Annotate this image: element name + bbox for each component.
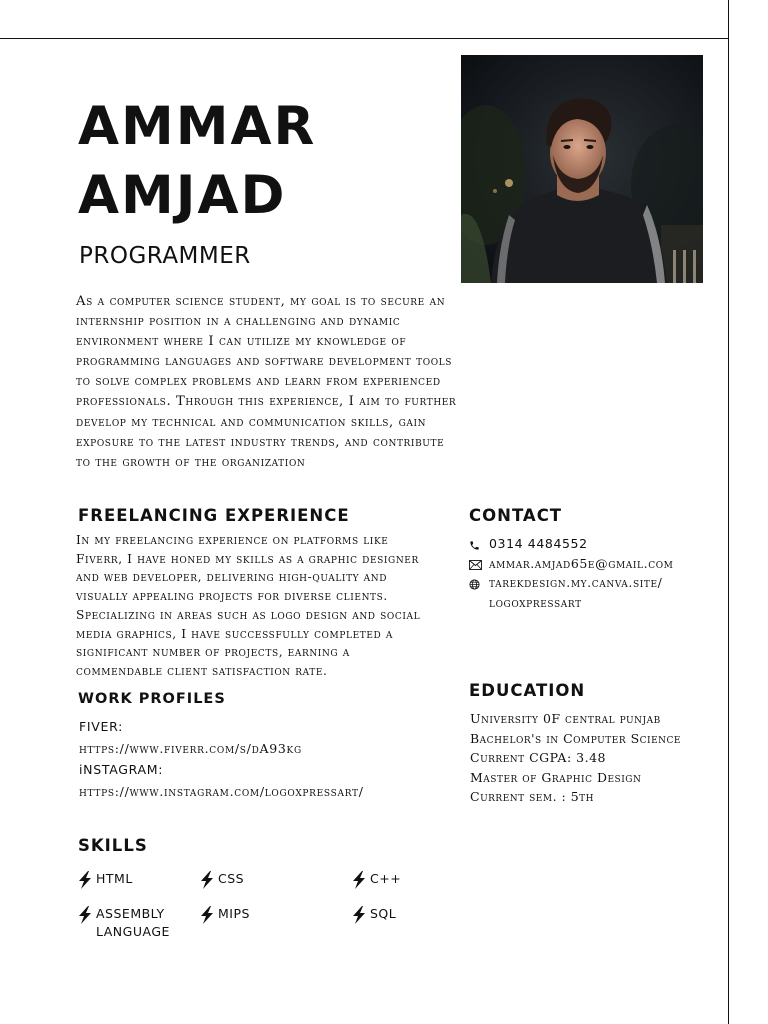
contact-heading: CONTACT (469, 506, 563, 525)
lightning-icon (198, 905, 216, 925)
last-name: AMJAD (78, 165, 287, 226)
skill-label: HTML (96, 871, 133, 886)
skill-item (76, 905, 170, 941)
globe-icon (469, 573, 489, 593)
education-list (470, 709, 681, 807)
website-line-1: tarekdesign.my.canva.site/ (489, 575, 663, 590)
freelancing-text: In my freelancing experience on platforms like Fiverr, I have honed my skills as a graphic designer and web developer, delivering high-quality and visually appealing projects for diverse clients. Specializing in areas such as logo design and social media graphics, I have successfully completed a significant number of projects, earning a commendable client satisfaction rate. (76, 533, 421, 678)
instagram-label: iNSTAGRAM: (79, 762, 164, 778)
education-line: Master of Graphic Design (470, 769, 642, 785)
fiverr-link[interactable]: https://www.fiverr.com/s/dA93kg (79, 740, 302, 756)
fiverr-label: FIVER: (79, 719, 124, 734)
skill-item (350, 905, 396, 925)
skill-item (198, 870, 244, 890)
education-heading: EDUCATION (469, 681, 586, 700)
website-line-2: logoxpressart (489, 594, 582, 610)
skill-item (198, 905, 250, 925)
lightning-icon (198, 870, 216, 890)
skill-label: MIPS (218, 906, 250, 921)
first-name: AMMAR (78, 96, 317, 157)
contact-website (469, 573, 719, 612)
skill-item (350, 870, 401, 890)
profile-photo (461, 55, 703, 283)
right-divider (728, 0, 729, 1024)
skill-label: CSS (218, 871, 245, 886)
skills-heading: SKILLS (78, 836, 148, 855)
top-divider (0, 38, 728, 39)
education-line: Current CGPA: 3.48 (470, 750, 606, 766)
education-line: Current sem. : 5th (470, 789, 595, 805)
phone-icon (469, 534, 489, 554)
lightning-icon (76, 905, 94, 925)
lightning-icon (76, 870, 94, 890)
phone-number[interactable]: 0314 4484552 (489, 536, 588, 551)
candidate-name (78, 92, 316, 230)
contact-list (469, 534, 719, 612)
contact-phone (469, 534, 719, 554)
education-line: University 0F central punjab (470, 711, 661, 726)
instagram-link[interactable]: https://www.instagram.com/logoxpressart/ (79, 784, 364, 800)
mail-icon (469, 554, 489, 574)
contact-email (469, 554, 719, 574)
skill-item (76, 870, 133, 890)
lightning-icon (350, 905, 368, 925)
website-url[interactable] (489, 573, 662, 612)
education-line: Bachelor's in Computer Science (470, 730, 681, 746)
skill-label: SQL (370, 906, 397, 921)
job-title: PROGRAMMER (79, 243, 251, 269)
skill-label: C++ (370, 871, 402, 886)
work-profiles (79, 716, 364, 803)
lightning-icon (350, 870, 368, 890)
freelancing-heading: FREELANCING EXPERIENCE (78, 506, 350, 525)
career-objective: As a computer science student, my goal is to secure an internship position in a challenging and dynamic environment where I can utilize my knowledge of programming languages and software development tools to solve complex problems and learn from experienced professionals. Through this experience, I aim to further develop my technical and communication skills, gain exposure to the latest industry trends, and contribute to the growth of the organization (76, 294, 457, 470)
work-profiles-heading: WORK PROFILES (78, 691, 226, 707)
email-address[interactable]: ammar.amjad65e@gmail.com (489, 555, 674, 571)
skill-label: ASSEMBLY LANGUAGE (96, 906, 170, 939)
